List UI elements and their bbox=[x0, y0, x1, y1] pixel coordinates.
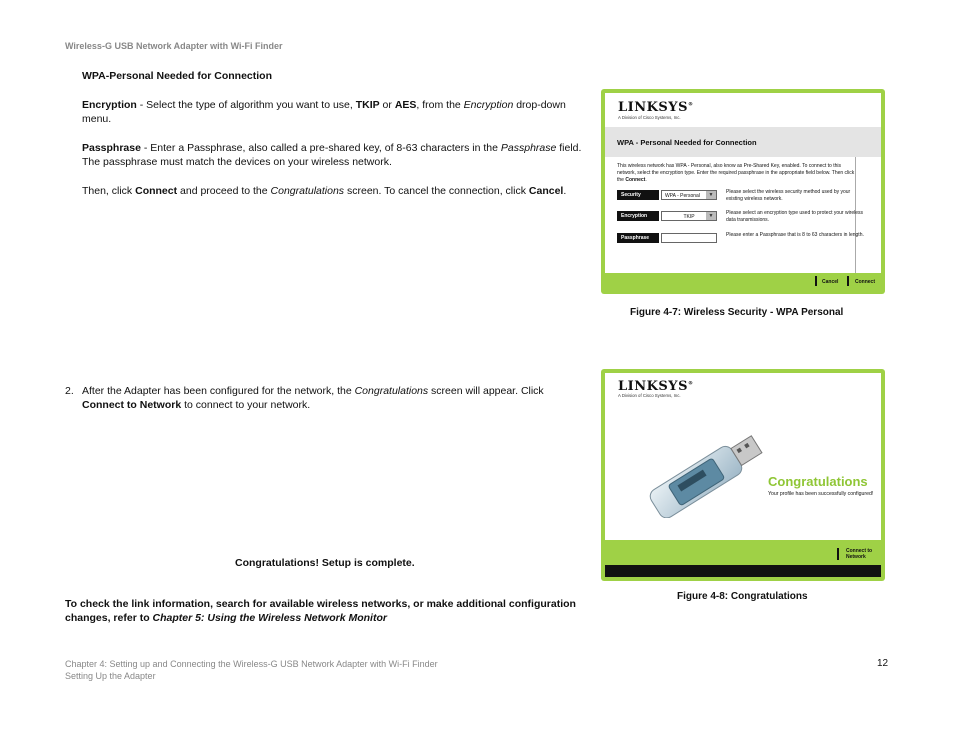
encryption-term: Encryption bbox=[82, 99, 137, 111]
link-info-paragraph: To check the link information, search for available wireless networks, or make additional configuration changes, refer to Chapter 5: Using the Wireless Network Monitor bbox=[65, 598, 576, 624]
passphrase-text-2: field. The passphrase must match the devices on your wireless network. bbox=[82, 142, 582, 168]
passphrase-italic: Passphrase bbox=[500, 142, 557, 154]
footer-line-2: Setting Up the Adapter bbox=[65, 671, 156, 681]
separator-bar bbox=[847, 276, 849, 286]
figure-congratulations bbox=[601, 369, 885, 581]
encryption-text-3: drop-down menu. bbox=[82, 99, 566, 125]
footer-bar bbox=[605, 565, 881, 577]
encryption-paragraph bbox=[82, 98, 574, 126]
passphrase-term: Passphrase bbox=[82, 142, 141, 154]
separator-bar bbox=[815, 276, 817, 286]
passphrase-help: Please enter a Passphrase that is 8 to 63 characters in length. bbox=[726, 232, 864, 238]
encryption-text-2: , from the bbox=[416, 99, 464, 111]
encryption-text: - Select the type of algorithm you want to use, bbox=[136, 99, 356, 111]
connect-to-network-button[interactable] bbox=[846, 548, 872, 560]
then-text-4: . bbox=[563, 185, 567, 197]
congrats-subtext: Your profile has been successfully configured! bbox=[768, 491, 874, 497]
wpa-screen bbox=[605, 93, 881, 273]
linksys-logo: LINKSYS® bbox=[618, 379, 694, 394]
encryption-select[interactable]: TKIP ▼ bbox=[661, 211, 717, 221]
aes-term: AES bbox=[394, 99, 417, 111]
dialog-intro: This wireless network has WPA - Personal, also know as Pre-Shared Key, enabled. To connect to this network, select the encryption type. Enter the required passphrase in the appropriate field below. Then click the Connect. bbox=[617, 163, 855, 183]
step-number: 2. bbox=[65, 385, 74, 397]
encryption-help: Please select an encryption type used to protect your wireless data transmissions. bbox=[726, 210, 864, 223]
then-text: Then, click bbox=[82, 185, 136, 197]
dialog-title: WPA - Personal Needed for Connection bbox=[617, 138, 757, 147]
or-text: or bbox=[379, 99, 395, 111]
passphrase-input[interactable] bbox=[661, 233, 717, 243]
running-header: Wireless-G USB Network Adapter with Wi-Fi Finder bbox=[65, 41, 283, 51]
connect-term: Connect bbox=[135, 185, 178, 197]
dropdown-arrow-icon[interactable]: ▼ bbox=[706, 191, 716, 199]
figure1-caption: Figure 4-7: Wireless Security - WPA Personal bbox=[630, 307, 844, 318]
congrats-heading: Congratulations bbox=[768, 474, 868, 489]
figure2-caption: Figure 4-8: Congratulations bbox=[677, 591, 808, 602]
security-help: Please select the wireless security method used by your existing wireless network. bbox=[726, 189, 851, 202]
congrats-screen bbox=[605, 373, 881, 540]
footer-chapter bbox=[65, 658, 438, 682]
encryption-label: Encryption bbox=[617, 211, 659, 221]
connect-button[interactable]: Connect bbox=[855, 279, 875, 285]
passphrase-text: - Enter a Passphrase, also called a pre-shared key, of 8-63 characters in the bbox=[140, 142, 501, 154]
logo-subtitle: A Division of Cisco Systems, Inc. bbox=[618, 393, 681, 398]
step2-paragraph: After the Adapter has been configured for the network, the Congratulations screen will appear. Click Connect to Network to connect to your network. bbox=[82, 385, 544, 411]
congrats-italic: Congratulations bbox=[270, 185, 345, 197]
passphrase-label: Passphrase bbox=[617, 233, 659, 243]
encryption-italic: Encryption bbox=[463, 99, 514, 111]
button-line-1: Connect to bbox=[846, 548, 873, 554]
setup-complete: Congratulations! Setup is complete. bbox=[235, 557, 415, 569]
usb-adapter-image bbox=[635, 428, 775, 518]
then-text-2: and proceed to the bbox=[177, 185, 271, 197]
linksys-logo: LINKSYS® bbox=[618, 100, 694, 115]
logo-subtitle: A Division of Cisco Systems, Inc. bbox=[618, 115, 681, 120]
passphrase-paragraph bbox=[82, 141, 582, 169]
dropdown-arrow-icon[interactable]: ▼ bbox=[706, 212, 716, 220]
separator-bar bbox=[837, 548, 839, 560]
section-heading: WPA-Personal Needed for Connection bbox=[82, 70, 272, 82]
tkip-term: TKIP bbox=[355, 99, 380, 111]
button-line-2: Network bbox=[846, 554, 866, 560]
footer-line-1: Chapter 4: Setting up and Connecting the Wireless-G USB Network Adapter with Wi-Fi Finder bbox=[65, 659, 438, 669]
then-text-3: screen. To cancel the connection, click bbox=[344, 185, 529, 197]
then-paragraph bbox=[82, 184, 582, 198]
page-number: 12 bbox=[877, 658, 889, 669]
security-select[interactable]: WPA - Personal ▼ bbox=[661, 190, 717, 200]
figure-wpa-personal bbox=[601, 89, 885, 294]
cancel-term: Cancel bbox=[528, 185, 564, 197]
security-label: Security bbox=[617, 190, 659, 200]
cancel-button[interactable]: Cancel bbox=[822, 279, 839, 285]
